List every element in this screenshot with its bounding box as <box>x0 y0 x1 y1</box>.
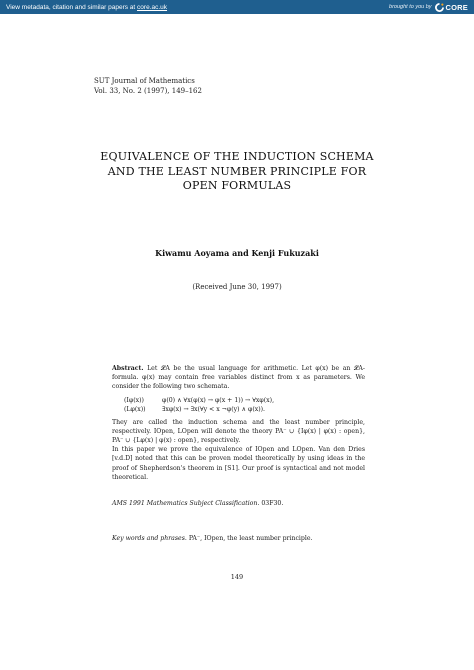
abstract-intro-text: Let 𝓛A be the usual language for arithmetic. Let φ(x) be an 𝓛A-formula. φ(x) may contain free variables distinct from x as parameters. We consider the following two schemata. <box>112 365 365 391</box>
metadata-notice <box>6 4 167 11</box>
page-number: 149 <box>230 573 244 581</box>
authors: Kiwamu Aoyama and Kenji Fukuzaki <box>155 248 319 258</box>
abstract-paragraph-3: In this paper we prove the equivalence of IOpen and LOpen. Van den Dries [v.d.D] noted that this can be proven model theoretically by using ideas in the proof of Shepherdson's theorem in [S1]. Our proof is syntactical and not model theoretical. <box>112 446 365 481</box>
journal-name: SUT Journal of Mathematics <box>94 77 195 85</box>
core-brand: CORE <box>445 2 468 12</box>
abstract-paragraph-2: They are called the induction schema and the least number principle, respectively. IOpen, LOpen will denote the theory PA⁻ ∪ {Iφ(x) | φ(x) : open}, PA⁻ ∪ {Lφ(x) | φ(x) : open}, respectively. <box>112 418 365 445</box>
brought-by[interactable] <box>389 3 468 12</box>
msc-label: AMS 1991 Mathematics Subject Classification. <box>112 500 260 507</box>
paper-title <box>60 150 414 194</box>
journal-info <box>94 76 202 96</box>
brought-by-text: brought to you by <box>389 4 432 10</box>
schema-label: (Lφ(x)) <box>124 405 146 413</box>
schema-induction <box>124 396 365 405</box>
msc-code: 03F30. <box>261 500 284 507</box>
schema-formula: ∃xφ(x) → ∃x(∀y < x ¬φ(y) ∧ φ(x)). <box>162 405 266 413</box>
received-date: (Received June 30, 1997) <box>192 283 282 291</box>
schema-formula: φ(0) ∧ ∀x(φ(x) → φ(x + 1)) → ∀xφ(x), <box>162 396 275 404</box>
schema-list <box>112 396 365 414</box>
core-logo[interactable] <box>435 3 468 12</box>
keywords <box>112 535 312 542</box>
journal-volume: Vol. 33, No. 2 (1997), 149–162 <box>94 87 202 95</box>
abstract-label: Abstract. <box>112 365 144 372</box>
abstract-intro <box>112 364 365 392</box>
subject-classification <box>112 500 283 507</box>
top-banner <box>0 0 474 14</box>
title-line-3: OPEN FORMULAS <box>182 179 292 192</box>
core-logo-icon <box>435 3 444 12</box>
schema-label: (Iφ(x)) <box>124 396 144 404</box>
keywords-label: Key words and phrases. <box>112 535 187 542</box>
keywords-list: PA⁻, IOpen, the least number principle. <box>188 535 313 542</box>
schema-least-number <box>124 405 365 414</box>
metadata-text: View metadata, citation and similar papers at <box>6 3 138 11</box>
core-link[interactable]: core.ac.uk <box>137 3 168 11</box>
abstract <box>112 364 365 482</box>
title-line-2: AND THE LEAST NUMBER PRINCIPLE FOR <box>107 164 367 178</box>
title-line-1: EQUIVALENCE OF THE INDUCTION SCHEMA <box>100 150 374 163</box>
